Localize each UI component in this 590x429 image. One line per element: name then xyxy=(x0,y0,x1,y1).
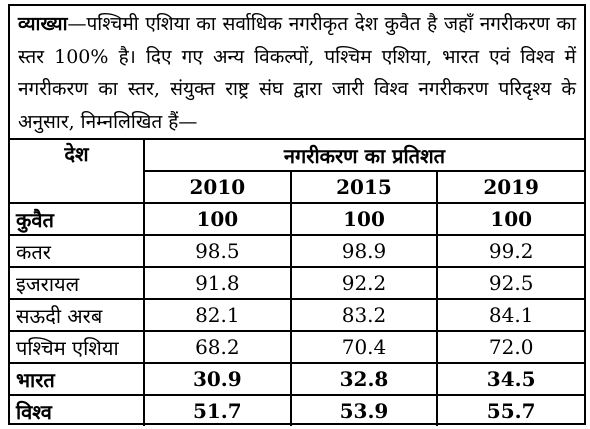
country-column-header: देश xyxy=(10,139,144,203)
percent-cell: 98.9 xyxy=(291,235,438,267)
percent-cell: 34.5 xyxy=(437,363,584,395)
urbanization-table xyxy=(10,138,584,426)
percent-cell: 98.5 xyxy=(144,235,291,267)
year-header: 2015 xyxy=(291,171,438,203)
percent-cell: 82.1 xyxy=(144,299,291,331)
table-row xyxy=(10,363,584,395)
explanation-paragraph xyxy=(10,6,584,138)
country-name-cell: विश्व xyxy=(10,395,144,426)
percent-cell: 68.2 xyxy=(144,331,291,363)
percent-cell: 92.2 xyxy=(291,267,438,299)
percent-cell: 92.5 xyxy=(437,267,584,299)
content-frame xyxy=(8,4,586,425)
percent-cell: 55.7 xyxy=(437,395,584,426)
table-row xyxy=(10,299,584,331)
table-row xyxy=(10,267,584,299)
percent-cell: 84.1 xyxy=(437,299,584,331)
percent-cell: 32.8 xyxy=(291,363,438,395)
percent-cell: 30.9 xyxy=(144,363,291,395)
country-name-cell: पश्चिम एशिया xyxy=(10,331,144,363)
percent-cell: 72.0 xyxy=(437,331,584,363)
percent-cell: 100 xyxy=(437,203,584,235)
urbanization-group-header: नगरीकरण का प्रतिशत xyxy=(144,139,584,171)
country-name-cell: भारत xyxy=(10,363,144,395)
country-name-cell: सऊदी अरब xyxy=(10,299,144,331)
table-row xyxy=(10,395,584,426)
percent-cell: 53.9 xyxy=(291,395,438,426)
explanation-lead: व्याख्या xyxy=(18,13,68,35)
country-name-cell: कुवैत xyxy=(10,203,144,235)
percent-cell: 51.7 xyxy=(144,395,291,426)
year-header: 2010 xyxy=(144,171,291,203)
table-header-row xyxy=(10,139,584,171)
percent-cell: 99.2 xyxy=(437,235,584,267)
table-row xyxy=(10,203,584,235)
table-row xyxy=(10,331,584,363)
explanation-text: —पश्चिमी एशिया का सर्वाधिक नगरीकृत देश कुवैत है जहाँ नगरीकरण का स्तर 100% है। दिए गए अन्य विकल्पों, पश्चिम एशिया, भारत एवं विश्व में नगरीकरण का स्तर, संयुक्त राष्ट्र संघ द्वारा जारी विश्व नगरीकरण परिदृश्य के अनुसार, निम्नलिखित हैं— xyxy=(18,13,576,133)
year-header: 2019 xyxy=(437,171,584,203)
percent-cell: 70.4 xyxy=(291,331,438,363)
country-name-cell: कतर xyxy=(10,235,144,267)
table-body xyxy=(10,203,584,426)
percent-cell: 83.2 xyxy=(291,299,438,331)
percent-cell: 100 xyxy=(144,203,291,235)
table-row xyxy=(10,235,584,267)
percent-cell: 100 xyxy=(291,203,438,235)
percent-cell: 91.8 xyxy=(144,267,291,299)
country-name-cell: इजरायल xyxy=(10,267,144,299)
